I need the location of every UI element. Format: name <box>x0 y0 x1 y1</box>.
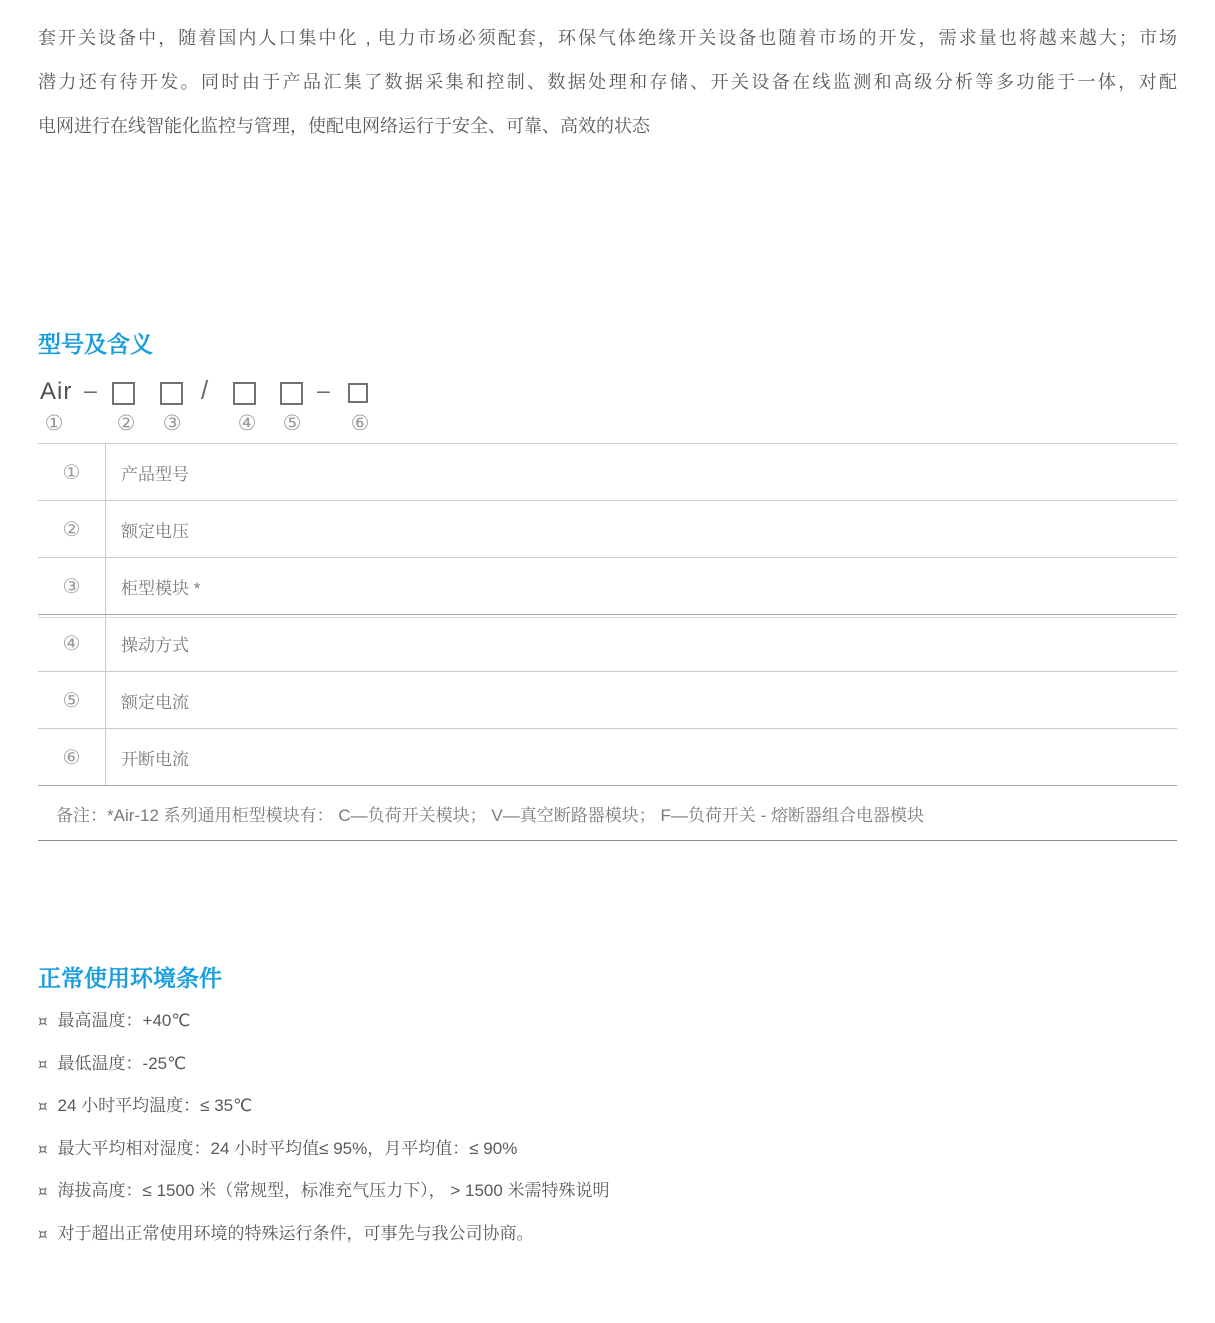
circled-number-5: ⑤ <box>282 411 302 435</box>
bullet-marker-icon: ¤ <box>38 1097 48 1115</box>
table-row <box>38 444 1177 501</box>
model-placeholder-box-3 <box>160 382 183 405</box>
circled-number-3: ③ <box>162 411 182 435</box>
list-item <box>38 1213 1177 1256</box>
bullet-marker-icon: ¤ <box>38 1054 48 1073</box>
list-item-text: 24 小时平均温度：≤ 35℃ <box>57 1096 253 1115</box>
list-item <box>38 1043 1177 1086</box>
model-meaning-table <box>38 443 1177 841</box>
paragraph-line: 电网进行在线智能化监控与管理，使配电网络运行于安全、可靠、高效的状态 <box>38 116 650 136</box>
row-number-cell: ③ <box>38 558 106 614</box>
circled-number-1: ① <box>44 411 64 435</box>
section-title-env-conditions: 正常使用环境条件 <box>38 965 222 991</box>
model-prefix-label: Air <box>40 378 73 405</box>
table-row <box>38 615 1177 672</box>
env-conditions-list <box>38 1000 1177 1255</box>
bullet-marker-icon: ¤ <box>38 1182 48 1200</box>
list-item <box>38 1128 1177 1171</box>
list-item <box>38 1170 1177 1213</box>
paragraph-line: 套开关设备中，随着国内人口集中化 , 电力市场必须配套，环保气体绝缘开关设备也随着市场的开发，需求量也将越来越大；市场 <box>38 28 1177 48</box>
list-item-text: 对于超出正常使用环境的特殊运行条件，可事先与我公司协商。 <box>57 1223 534 1243</box>
circled-number-2: ② <box>116 411 136 435</box>
bullet-marker-icon: ¤ <box>38 1139 48 1158</box>
row-label: 额定电流 <box>121 692 189 712</box>
list-item <box>38 1085 1177 1128</box>
circled-number-6: ⑥ <box>350 411 370 435</box>
model-placeholder-box-6 <box>348 383 368 403</box>
row-number-cell: ⑤ <box>38 672 106 728</box>
table-row <box>38 672 1177 729</box>
table-footnote: 备注：*Air-12 系列通用柜型模块有： C—负荷开关模块； V—真空断路器模块； F—负荷开关 - 熔断器组合电器模块 <box>38 786 1177 841</box>
model-placeholder-box-4 <box>233 382 256 405</box>
model-designation-diagram <box>38 375 1177 443</box>
table-row <box>38 501 1177 558</box>
list-item-text: 海拔高度：≤ 1500 米（常规型，标准充气压力下）， > 1500 米需特殊说明 <box>57 1181 610 1200</box>
dash-separator: – <box>84 377 97 403</box>
circled-number-4: ④ <box>237 411 257 435</box>
row-number-cell: ⑥ <box>38 729 106 785</box>
model-placeholder-box-2 <box>112 382 135 405</box>
list-item <box>38 1000 1177 1043</box>
table-row <box>38 729 1177 786</box>
table-row <box>38 558 1177 615</box>
paragraph-line: 潜力还有待开发。同时由于产品汇集了数据采集和控制、数据处理和存储、开关设备在线监测和高级分析等多功能于一体，对配 <box>38 72 1177 92</box>
list-item-text: 最高温度：+40℃ <box>57 1011 191 1030</box>
row-number-cell: ② <box>38 501 106 557</box>
slash-separator: / <box>201 375 209 405</box>
row-label: 柜型模块 * <box>121 578 201 598</box>
bullet-marker-icon: ¤ <box>38 1224 48 1243</box>
row-label: 额定电压 <box>121 521 189 541</box>
row-label: 操动方式 <box>121 635 189 655</box>
row-label: 开断电流 <box>121 749 189 769</box>
model-placeholder-box-5 <box>280 382 303 405</box>
row-label: 产品型号 <box>121 464 189 484</box>
intro-paragraph <box>38 16 1177 148</box>
list-item-text: 最大平均相对湿度：24 小时平均值≤ 95%，月平均值：≤ 90% <box>57 1138 518 1158</box>
section-title-model-meaning: 型号及含义 <box>38 331 153 357</box>
bullet-marker-icon: ¤ <box>38 1012 48 1030</box>
dash-separator: – <box>317 377 330 403</box>
row-number-cell: ④ <box>38 615 106 671</box>
list-item-text: 最低温度：-25℃ <box>57 1053 187 1073</box>
row-number-cell: ① <box>38 444 106 500</box>
